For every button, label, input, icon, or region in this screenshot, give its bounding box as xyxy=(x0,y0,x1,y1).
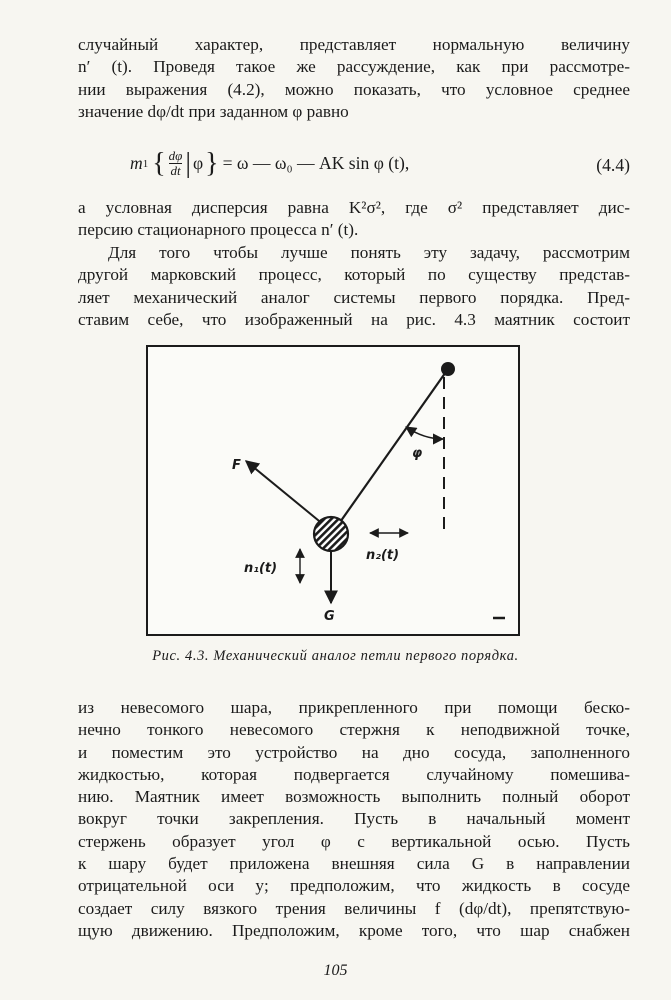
text-line: вокруг точки закрепления. Пусть в начальный момент xyxy=(78,809,630,829)
label-n2: n₂(t) xyxy=(366,548,400,563)
text-line: Для того чтобы лучше понять эту задачу, рассмотрим xyxy=(108,243,630,262)
paragraph-3 xyxy=(78,242,630,331)
pendulum-diagram xyxy=(148,347,518,634)
text-line: n′ (t). Проведя такое же рассуждение, как при рассмотре- xyxy=(78,57,630,77)
text-line: создает силу вязкого трения величины f (dφ/dt), препятствую- xyxy=(78,898,630,918)
page-number: 105 xyxy=(323,962,348,979)
eq-rhs: = ω — ω₀ — AK sin φ (t), xyxy=(222,153,410,173)
eq-lhs-prefix: m xyxy=(130,153,143,173)
force-f-arrow xyxy=(246,461,324,525)
figure-4-3 xyxy=(146,345,520,636)
text-line: случайный характер, представляет нормальную величину xyxy=(78,35,630,54)
figure-caption: Рис. 4.3. Механический аналог петли первого порядка. xyxy=(152,648,519,664)
text-line: нии выражения (4.2), можно показать, что условное среднее xyxy=(78,79,630,99)
text-line: и поместим это устройство на дно сосуда, заполненного xyxy=(78,742,630,762)
paragraph-1 xyxy=(78,34,630,123)
text-line: другой марковский процесс, который по существу представ- xyxy=(78,265,630,285)
eq-frac-num: dφ xyxy=(168,148,183,163)
paragraph-4 xyxy=(78,697,630,942)
angle-arc xyxy=(406,427,443,439)
text-line: жидкостью, которая подвергается случайному помешива- xyxy=(78,764,630,784)
equation-number: (4.4) xyxy=(596,155,630,175)
text-line: нию. Маятник имеет возможность выполнить полный оборот xyxy=(78,787,630,807)
label-phi: φ xyxy=(412,446,423,461)
eq-fraction xyxy=(169,149,183,178)
pendulum-ball xyxy=(314,517,348,551)
text-line: а условная дисперсия равна K²σ², где σ² представляет дис- xyxy=(78,198,630,217)
pendulum-rod xyxy=(338,369,448,525)
label-g: G xyxy=(324,609,335,624)
eq-cond: φ xyxy=(192,153,204,173)
text-line: ставим себе, что изображенный на рис. 4.3 маятник состоит xyxy=(78,309,630,329)
text-line: отрицательной оси y; предположим, что жидкость в сосуде xyxy=(78,876,630,896)
cond-bar: | xyxy=(185,147,191,179)
eq-frac-den: dt xyxy=(170,163,181,178)
text-line: нечно тонкого невесомого стержня к неподвижной точке, xyxy=(78,720,630,740)
label-f: F xyxy=(232,458,241,473)
equation-4-4 xyxy=(130,143,630,187)
text-line: к шару будет приложена внешняя сила G в направлении xyxy=(78,854,630,874)
text-line: значение dφ/dt при заданном φ равно xyxy=(78,101,349,121)
text-line: ляет механический аналог системы первого порядка. Пред- xyxy=(78,287,630,307)
right-brace: } xyxy=(205,147,219,179)
text-line: щую движению. Предположим, кроме того, что шар снабжен xyxy=(78,920,630,940)
paragraph-2 xyxy=(78,197,630,242)
eq-lhs-sub: 1 xyxy=(142,157,149,170)
label-n1: n₁(t) xyxy=(244,561,278,576)
left-brace: { xyxy=(152,147,166,179)
text-line: из невесомого шара, прикрепленного при помощи беско- xyxy=(78,698,630,717)
text-line: персию стационарного процесса n′ (t). xyxy=(78,220,359,240)
equation-body xyxy=(130,149,409,178)
text-line: стержень образует угол φ с вертикальной осью. Пусть xyxy=(78,831,630,851)
